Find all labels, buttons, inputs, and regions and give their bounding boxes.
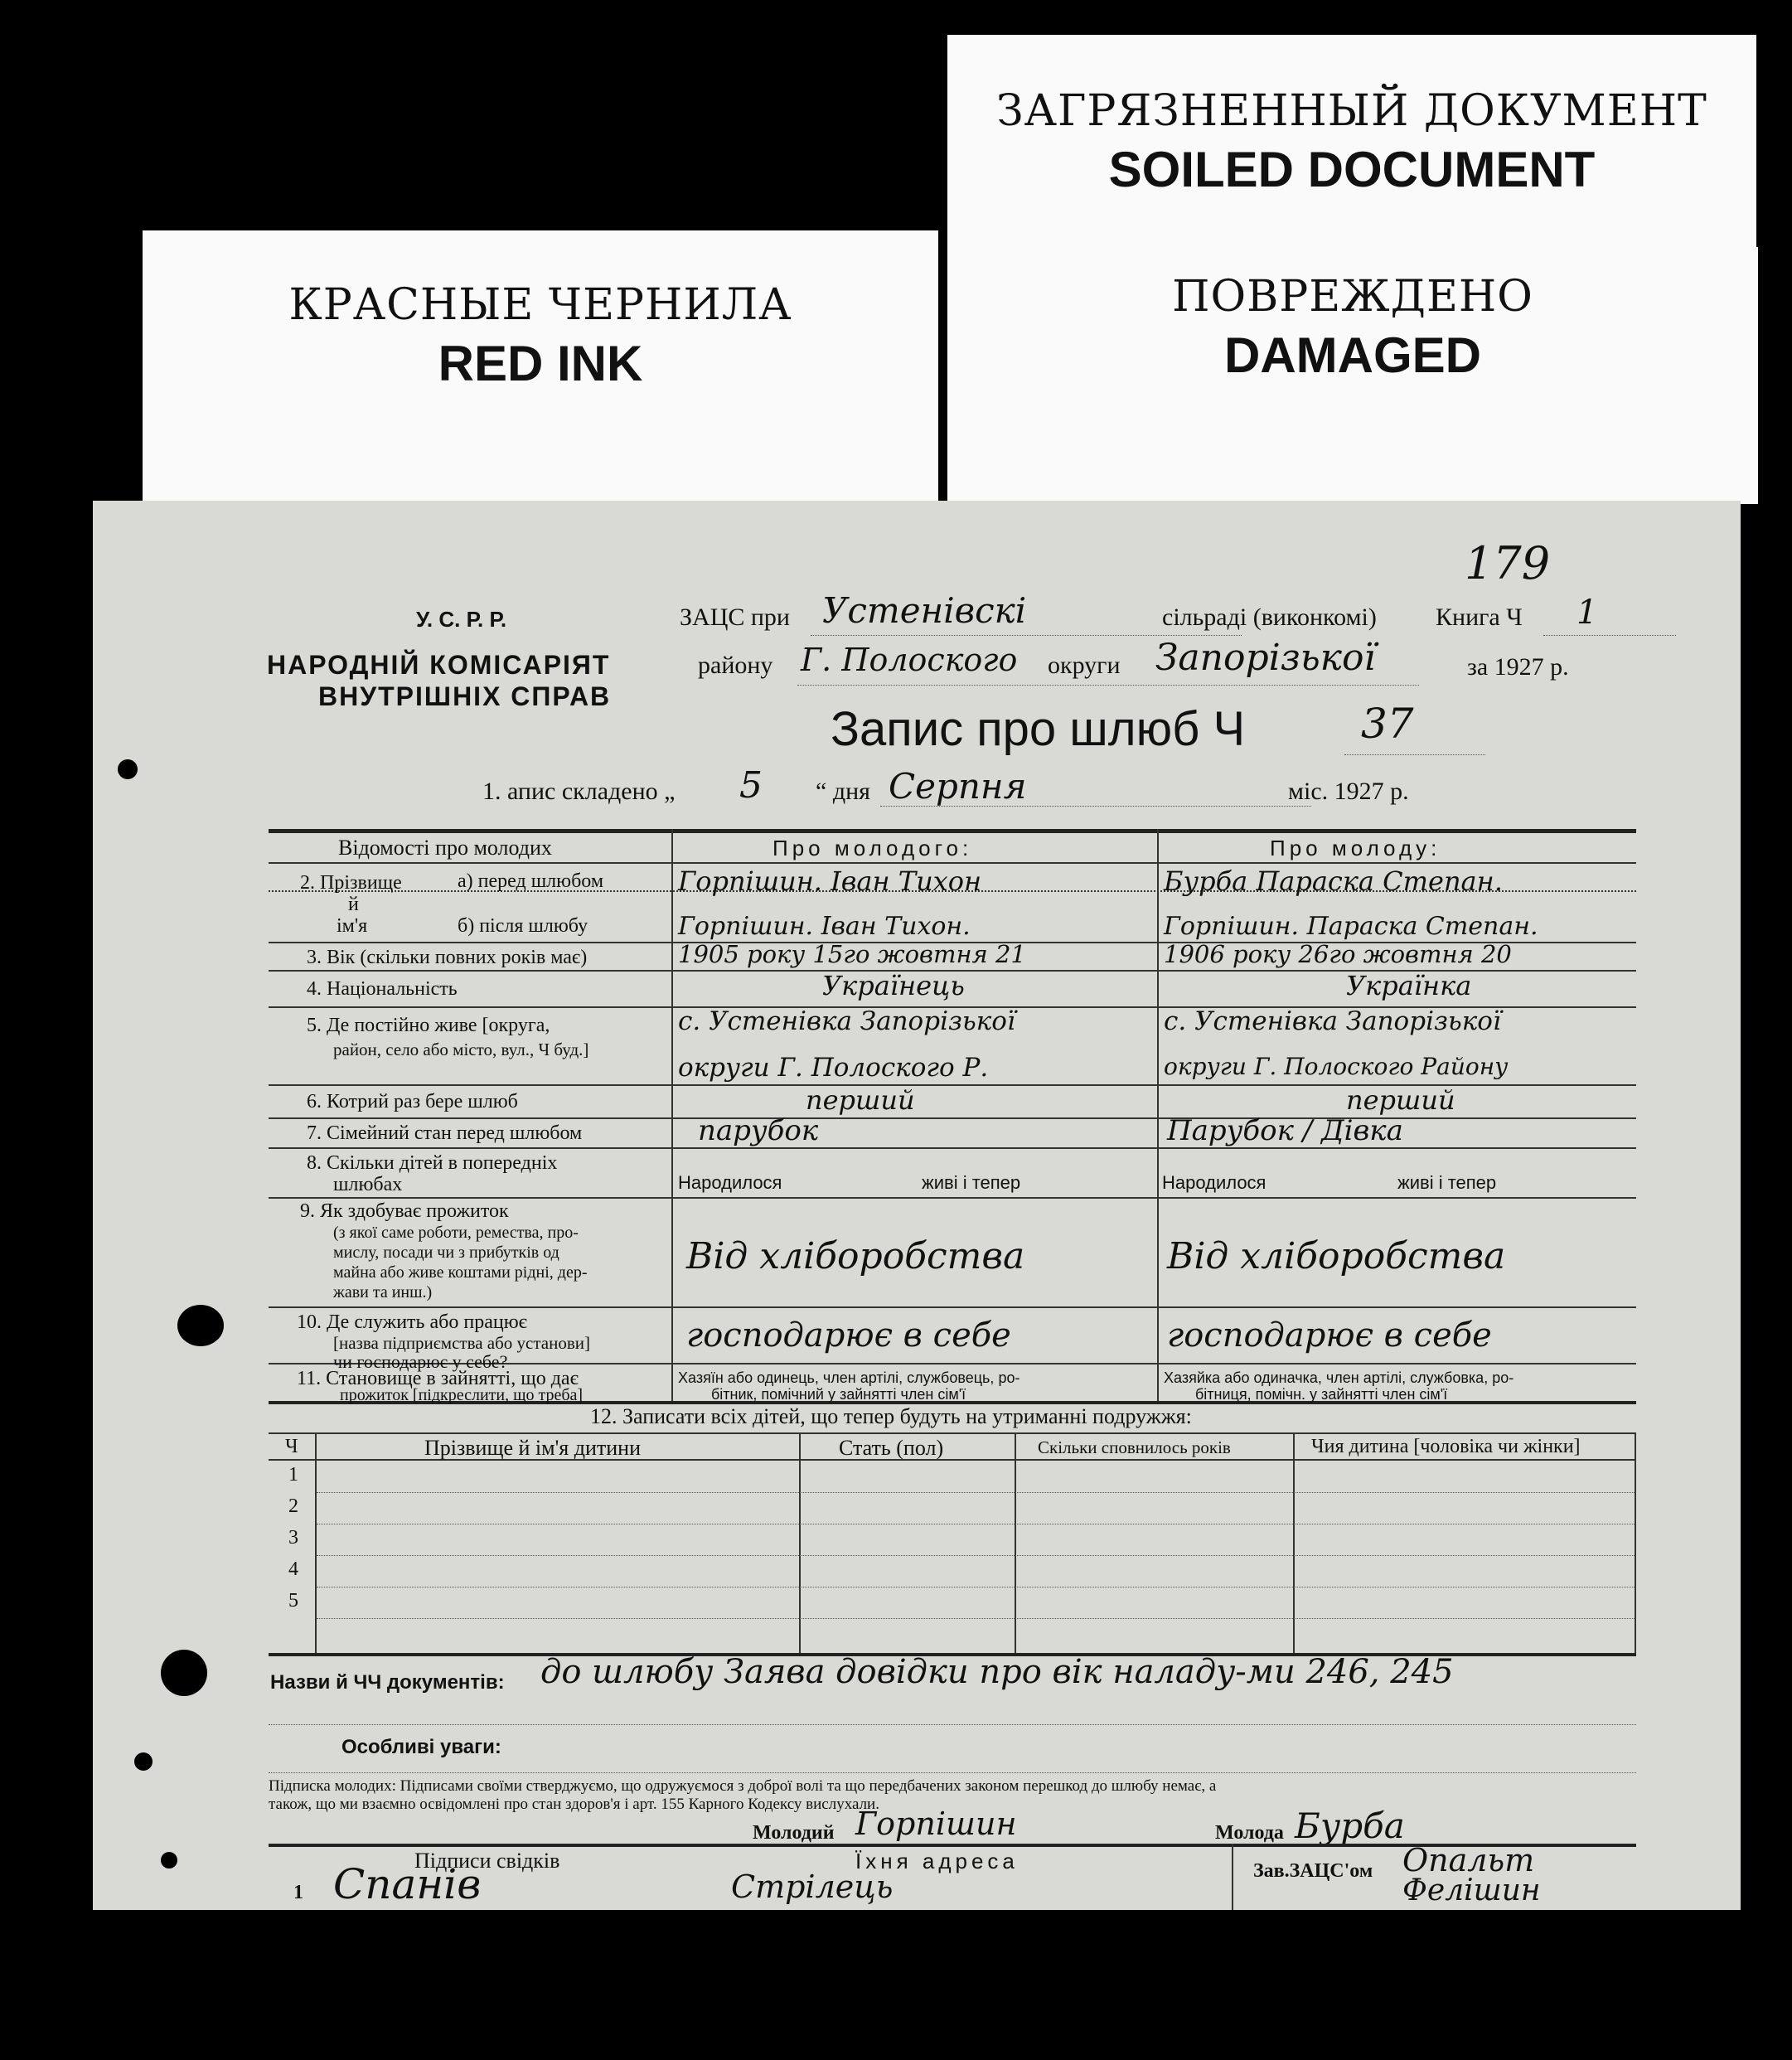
punch-hole xyxy=(134,1752,153,1771)
witness-signature-1: Спанів xyxy=(333,1860,482,1908)
year-label: за 1927 р. xyxy=(1467,653,1569,681)
head-signature-2: Фелішин xyxy=(1402,1873,1541,1907)
children-row-3: 3 xyxy=(288,1527,298,1549)
bride-born: Народилося xyxy=(1162,1172,1267,1193)
groom-born: Народилося xyxy=(678,1172,782,1193)
children-title: 12. Записати всіх дітей, що тепер будуть на утриманні подружжя: xyxy=(590,1404,1192,1428)
bride-livelihood: Від хліборобства xyxy=(1167,1235,1506,1277)
bride-residence2: округи Г. Полоского Району xyxy=(1164,1053,1509,1080)
commissariat-line2: ВНУТРІШНІХ СПРАВ xyxy=(318,681,612,711)
selrada-label: сільраді (виконкомі) xyxy=(1162,603,1377,631)
head-label: Зав.ЗАЦС'ом xyxy=(1253,1860,1373,1882)
row-work1: 10. Де служить або працює xyxy=(297,1311,527,1333)
children-col-sex: Стать (пол) xyxy=(839,1436,944,1460)
notes-label: Особливі уваги: xyxy=(341,1736,501,1758)
groom-age: 1905 року 15го жовтня 21 xyxy=(678,940,1026,968)
row-livelihood1: 9. Як здобуває прожиток xyxy=(300,1200,509,1222)
col-header-groom: Про молодого: xyxy=(772,836,973,860)
label-red-ink-en: RED INK xyxy=(438,336,643,391)
punch-hole xyxy=(161,1852,177,1869)
children-row-2: 2 xyxy=(288,1495,298,1517)
date-suffix: міс. 1927 р. xyxy=(1288,778,1409,805)
col-header-info: Відомості про молодих xyxy=(338,836,552,860)
children-col-whose: Чия дитина [чоловіка чи жінки] xyxy=(1311,1436,1581,1457)
groom-residence2: округи Г. Полоского Р. xyxy=(678,1053,989,1083)
groom-livelihood: Від хліборобства xyxy=(686,1235,1025,1277)
date-month: Серпня xyxy=(889,766,1027,807)
district-value: Г. Полоского xyxy=(801,642,1018,678)
documents-label: Назви й ЧЧ документів: xyxy=(270,1671,505,1694)
row-before: а) перед шлюбом xyxy=(458,870,604,892)
row-work2: [назва підприємства або установи] xyxy=(333,1333,591,1353)
row-children1: 8. Скільки дітей в попередніх xyxy=(307,1152,558,1174)
children-col-name: Прізвище й ім'я дитини xyxy=(424,1436,642,1460)
row-children2: шлюбах xyxy=(333,1174,403,1195)
label-red-ink-ru: КРАСНЫЕ ЧЕРНИЛА xyxy=(288,280,792,330)
label-soiled-ru: ЗАГРЯЗНЕННЫЙ ДОКУМЕНТ xyxy=(996,86,1707,136)
groom-status-opts: Хазяїн або одинець, член артілі, службовець, ро- xyxy=(678,1369,1020,1386)
witness-row-1: 1 xyxy=(293,1882,303,1903)
zags-prefix: ЗАЦС при xyxy=(680,603,790,631)
page-number: 179 xyxy=(1465,537,1551,589)
date-day: 5 xyxy=(739,764,763,807)
witness-address-label: Їхня адреса xyxy=(855,1849,1019,1873)
row-work3: чи господарює у себе? xyxy=(333,1351,508,1372)
label-card-red-ink xyxy=(143,230,938,504)
bride-status-opts2: бітниця, помічн. у зайнятті член сім'ї xyxy=(1195,1386,1448,1403)
row-surname-label3: ім'я xyxy=(337,915,368,937)
row-surname-label2: й xyxy=(348,894,359,915)
bride-marital: Парубок / Дівка xyxy=(1167,1114,1403,1147)
documents-value: до шлюбу Заява довідки про вік наладу-ми 246, 245 xyxy=(540,1653,1454,1691)
date-mid: “ дня xyxy=(816,778,870,805)
book-label: Книга Ч xyxy=(1436,603,1523,631)
row-age: 3. Вік (скільки повних років має) xyxy=(307,947,588,968)
bride-signature: Бурба xyxy=(1295,1806,1405,1846)
zags-value: Устенівскі xyxy=(822,590,1027,631)
row-livelihood5: жави та инш.) xyxy=(333,1283,433,1301)
label-card-soiled xyxy=(947,35,1756,250)
row-residence2: район, село або місто, вул., Ч буд.] xyxy=(333,1040,589,1059)
groom-before: Горпішин. Іван Тихон xyxy=(678,865,982,897)
groom-residence1: с. Устенівка Запорізької xyxy=(678,1006,1015,1036)
declaration-line1: Підписка молодих: Підписами своїми стверджуємо, що одружуємося з доброї волі та що передбачених законом перешкод до шлюбу немає, а xyxy=(269,1777,1217,1795)
children-row-4: 4 xyxy=(288,1558,298,1580)
label-damaged-ru: ПОВРЕЖДЕНО xyxy=(1172,272,1533,322)
bride-residence1: с. Устенівка Запорізької xyxy=(1164,1006,1501,1036)
row-livelihood2: (з якої саме роботи, ремества, про- xyxy=(333,1224,579,1242)
row-marital: 7. Сімейний стан перед шлюбом xyxy=(307,1122,583,1144)
district-label: району xyxy=(698,652,773,679)
groom-signature: Горпішин xyxy=(855,1806,1017,1842)
groom-nationality: Українець xyxy=(822,970,965,1001)
groom-marital: парубок xyxy=(698,1114,819,1147)
label-damaged-en: DAMAGED xyxy=(1224,327,1481,383)
row-nationality: 4. Національність xyxy=(307,978,458,1000)
book-value: 1 xyxy=(1576,594,1598,632)
groom-alive: живі і тепер xyxy=(922,1172,1021,1193)
groom-status-opts2: бітник, помічний у зайнятті член сім'ї xyxy=(711,1386,966,1403)
punch-hole xyxy=(177,1305,224,1346)
bride-sign-label: Молода xyxy=(1215,1822,1284,1844)
label-card-damaged xyxy=(947,247,1758,504)
commissariat-line1: НАРОДНІЙ КОМІСАРІЯТ xyxy=(267,650,611,680)
row-after: б) після шлюбу xyxy=(458,915,588,937)
row-livelihood4: майна або живе коштами рідні, дер- xyxy=(333,1263,588,1282)
bride-work: господарює в себе xyxy=(1167,1316,1492,1355)
witnesses-label: Підписи свідків xyxy=(414,1849,560,1873)
record-title: Запис про шлюб Ч xyxy=(831,702,1246,756)
groom-times: перший xyxy=(806,1084,915,1116)
children-row-5: 5 xyxy=(288,1590,298,1612)
bride-after: Горпішин. Параска Степан. xyxy=(1164,912,1538,941)
groom-sign-label: Молодий xyxy=(753,1822,835,1844)
witness-address-1: Стрілець xyxy=(731,1869,894,1905)
bride-nationality: Українка xyxy=(1346,970,1472,1001)
col-header-bride: Про молоду: xyxy=(1270,836,1441,860)
punch-hole xyxy=(161,1650,207,1696)
bride-status-opts: Хазяйка або одиначка, член артілі, службовка, ро- xyxy=(1164,1369,1514,1386)
children-row-1: 1 xyxy=(288,1464,298,1486)
marriage-record-sheet xyxy=(93,501,1741,1910)
groom-after: Горпішин. Іван Тихон. xyxy=(678,912,971,941)
ussr-label: У. С. Р. Р. xyxy=(416,607,507,632)
record-title-number: 37 xyxy=(1361,700,1414,748)
bride-age: 1906 року 26го жовтня 20 xyxy=(1164,940,1512,968)
label-soiled-en: SOILED DOCUMENT xyxy=(1108,142,1596,197)
children-col-num: Ч xyxy=(285,1436,298,1457)
row-status2: прожиток [підкреслити, що треба] xyxy=(340,1386,584,1404)
row-surname-label: 2. Прізвище xyxy=(300,872,402,894)
bride-alive: живі і тепер xyxy=(1397,1172,1497,1193)
row-status1: 11. Становище в зайнятті, що дає xyxy=(297,1368,579,1389)
children-col-age: Скільки сповнилось років xyxy=(1038,1437,1231,1457)
head-signature: Опальт xyxy=(1402,1842,1535,1878)
bride-before: Бурба Параска Степан. xyxy=(1164,865,1503,897)
punch-hole xyxy=(118,759,138,779)
groom-work: господарює в себе xyxy=(686,1316,1011,1355)
row-livelihood3: мислу, посади чи з прибутків од xyxy=(333,1243,559,1262)
bride-times: перший xyxy=(1346,1084,1455,1116)
row-residence1: 5. Де постійно живе [округа, xyxy=(307,1015,550,1036)
okrug-value: Запорізької xyxy=(1155,637,1376,679)
declaration-line2: також, що ми взаємно освідомлені про стан здоров'я і арт. 155 Карного Кодексу вислухали. xyxy=(269,1796,879,1813)
row-times: 6. Котрий раз бере шлюб xyxy=(307,1091,518,1112)
okrug-label: округи xyxy=(1048,652,1121,679)
date-prefix: 1. апис складено „ xyxy=(482,778,676,805)
